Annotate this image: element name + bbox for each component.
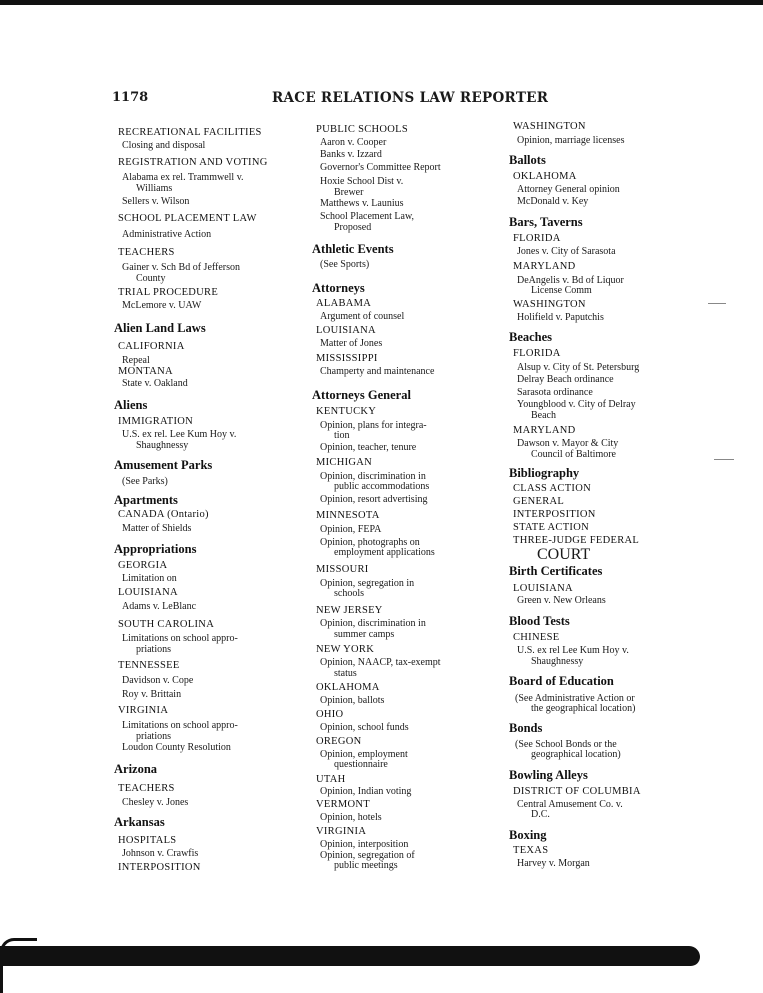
index-subheading: FLORIDA (513, 233, 561, 244)
index-subheading: CANADA (Ontario) (118, 509, 209, 520)
index-entry: Opinion, plans for integra- (320, 420, 427, 431)
index-entry: Central Amusement Co. v. (517, 799, 623, 810)
index-entry: summer camps (334, 629, 395, 640)
index-subheading: TRIAL PROCEDURE (118, 287, 219, 298)
index-subheading: THREE-JUDGE FEDERAL (513, 535, 640, 546)
index-subheading: GENERAL (513, 496, 565, 507)
index-subheading: MICHIGAN (316, 457, 373, 468)
index-entry: Opinion, photographs on (320, 537, 420, 548)
index-subheading: MONTANA (118, 366, 173, 377)
index-entry: Opinion, resort advertising (320, 494, 428, 505)
index-subheading: REGISTRATION AND VOTING (118, 157, 268, 168)
index-entry: State v. Oakland (122, 378, 188, 389)
index-heading: Arkansas (114, 815, 165, 829)
index-subheading: INTERPOSITION (118, 862, 201, 873)
index-subheading: TEACHERS (118, 247, 175, 258)
index-subheading: MINNESOTA (316, 510, 380, 521)
index-heading: Boxing (509, 828, 547, 842)
index-subheading: RECREATIONAL FACILITIES (118, 127, 262, 138)
index-entry: questionnaire (334, 759, 388, 770)
index-entry: Chesley v. Jones (122, 797, 189, 808)
index-subheading: WASHINGTON (513, 121, 586, 132)
index-heading: Aliens (114, 398, 148, 412)
index-entry: Johnson v. Crawfis (122, 848, 199, 859)
index-subheading: LOUISIANA (316, 325, 376, 336)
index-subheading: OHIO (316, 709, 344, 720)
index-subheading: IMMIGRATION (118, 416, 194, 427)
index-entry: Adams v. LeBlanc (122, 601, 197, 612)
index-subheading: OKLAHOMA (513, 171, 577, 182)
index-entry: McLemore v. UAW (122, 300, 202, 311)
index-subheading: OREGON (316, 736, 362, 747)
index-entry: Council of Baltimore (531, 449, 616, 460)
index-heading: Bibliography (509, 466, 580, 480)
index-entry: (See School Bonds or the (515, 739, 617, 750)
index-entry: priations (136, 731, 171, 742)
index-entry: schools (334, 588, 364, 599)
index-entry: Gainer v. Sch Bd of Jefferson (122, 262, 241, 273)
index-entry: Jones v. City of Sarasota (517, 246, 616, 257)
index-entry: Delray Beach ordinance (517, 374, 614, 385)
index-entry: employment applications (334, 547, 435, 558)
index-subheading: UTAH (316, 774, 346, 785)
index-entry: Williams (136, 183, 173, 194)
index-subheading: LOUISIANA (118, 587, 178, 598)
index-entry: Davidson v. Cope (122, 675, 194, 686)
index-subheading: MARYLAND (513, 261, 576, 272)
index-heading: Arizona (114, 762, 158, 776)
index-entry: Attorney General opinion (517, 184, 620, 195)
index-heading: Amusement Parks (114, 458, 213, 472)
bottom-scan-border (0, 946, 700, 966)
index-heading: Bars, Taverns (509, 215, 583, 229)
index-entry: Opinion, ballots (320, 695, 385, 706)
index-heading: Attorneys (312, 281, 365, 295)
index-subheading: CHINESE (513, 632, 560, 643)
index-entry: Opinion, FEPA (320, 524, 382, 535)
index-heading: Ballots (509, 153, 546, 167)
index-entry: Aaron v. Cooper (320, 137, 387, 148)
index-subheading: WASHINGTON (513, 299, 586, 310)
index-entry: Alsup v. City of St. Petersburg (517, 362, 640, 373)
index-heading: Blood Tests (509, 614, 570, 628)
index-entry: Banks v. Izzard (320, 149, 382, 160)
index-subheading: MISSOURI (316, 564, 369, 575)
index-entry: Champerty and maintenance (320, 366, 435, 377)
page-header (112, 90, 612, 110)
index-entry: Shaughnessy (136, 440, 189, 451)
index-entry: Opinion, employment (320, 749, 408, 760)
index-entry: Opinion, hotels (320, 812, 382, 823)
index-subheading: TEXAS (513, 845, 549, 856)
index-subheading: HOSPITALS (118, 835, 177, 846)
index-entry: Administrative Action (122, 229, 212, 240)
index-entry: Harvey v. Morgan (517, 858, 590, 869)
index-entry: tion (334, 430, 350, 441)
index-subheading: ALABAMA (316, 298, 372, 309)
index-heading: Attorneys General (312, 388, 411, 402)
index-subheading: INTERPOSITION (513, 509, 596, 520)
index-subheading: CLASS ACTION (513, 483, 591, 494)
index-entry: Holifield v. Paputchis (517, 312, 604, 323)
index-entry: Proposed (334, 222, 372, 233)
index-entry: Brewer (334, 187, 364, 198)
index-heading: Athletic Events (312, 242, 394, 256)
index-heading: Alien Land Laws (114, 321, 206, 335)
index-heading: Board of Education (509, 674, 614, 688)
index-entry: Matthews v. Launius (320, 198, 404, 209)
index-entry: public accommodations (334, 481, 430, 492)
index-entry: U.S. ex rel. Lee Kum Hoy v. (122, 429, 237, 440)
index-entry: Opinion, segregation in (320, 578, 415, 589)
index-entry: COURT (537, 546, 591, 563)
index-entry: Beach (531, 410, 556, 421)
index-subheading: NEW JERSEY (316, 605, 383, 616)
index-entry: Youngblood v. City of Delray (517, 399, 636, 410)
index-entry: Dawson v. Mayor & City (517, 438, 619, 449)
index-subheading: VIRGINIA (118, 705, 169, 716)
index-subheading: PUBLIC SCHOOLS (316, 124, 409, 135)
index-subheading: FLORIDA (513, 348, 561, 359)
page-number: 1178 (112, 90, 149, 105)
index-entry: Matter of Jones (320, 338, 383, 349)
index-subheading: DISTRICT OF COLUMBIA (513, 786, 641, 797)
index-entry: Repeal (122, 355, 150, 366)
index-entry: Opinion, interposition (320, 839, 409, 850)
index-entry: Opinion, discrimination in (320, 471, 426, 482)
index-entry: Alabama ex rel. Trammwell v. (122, 172, 244, 183)
index-subheading: MISSISSIPPI (316, 353, 378, 364)
index-entry: DeAngelis v. Bd of Liquor (517, 275, 624, 286)
index-entry: Roy v. Brittain (122, 689, 182, 700)
index-entry: Governor's Committee Report (320, 162, 441, 173)
index-heading: Birth Certificates (509, 564, 603, 578)
index-entry: McDonald v. Key (517, 196, 589, 207)
index-entry: (See Sports) (320, 259, 370, 270)
index-entry: public meetings (334, 860, 398, 871)
index-entry: Shaughnessy (531, 656, 584, 667)
index-entry: Sellers v. Wilson (122, 196, 190, 207)
index-entry: Opinion, Indian voting (320, 786, 412, 797)
index-entry: Argument of counsel (320, 311, 405, 322)
index-entry: Limitations on school appro- (122, 633, 238, 644)
index-entry: Opinion, teacher, tenure (320, 442, 417, 453)
index-entry: Opinion, NAACP, tax-exempt (320, 657, 441, 668)
index-entry: (See Administrative Action or (515, 693, 635, 704)
index-heading: Bowling Alleys (509, 768, 588, 782)
index-subheading: OKLAHOMA (316, 682, 380, 693)
index-entry: Opinion, segregation of (320, 850, 415, 861)
index-subheading: STATE ACTION (513, 522, 589, 533)
index-subheading: TENNESSEE (118, 660, 180, 671)
index-entry: status (334, 668, 357, 679)
index-entry: U.S. ex rel Lee Kum Hoy v. (517, 645, 629, 656)
index-entry: Green v. New Orleans (517, 595, 606, 606)
index-entry: Hoxie School Dist v. (320, 176, 404, 187)
index-subheading: SCHOOL PLACEMENT LAW (118, 213, 257, 224)
index-subheading: TEACHERS (118, 783, 175, 794)
index-heading: Appropriations (114, 542, 197, 556)
index-subheading: MARYLAND (513, 425, 576, 436)
index-entry: geographical location) (531, 749, 621, 760)
index-heading: Apartments (114, 493, 178, 507)
index-subheading: VERMONT (316, 799, 371, 810)
index-subheading: KENTUCKY (316, 406, 377, 417)
index-subheading: VIRGINIA (316, 826, 367, 837)
index-subheading: SOUTH CAROLINA (118, 619, 215, 630)
index-entry: priations (136, 644, 171, 655)
index-entry: School Placement Law, (320, 211, 415, 222)
index-subheading: LOUISIANA (513, 583, 573, 594)
index-entry: Limitation on (122, 573, 177, 584)
index-entry: Opinion, school funds (320, 722, 409, 733)
index-entry: License Comm (531, 285, 592, 296)
scan-speck (714, 459, 734, 460)
index-heading: Beaches (509, 330, 553, 344)
index-subheading: CALIFORNIA (118, 341, 185, 352)
index-entry: Limitations on school appro- (122, 720, 238, 731)
index-entry: the geographical location) (531, 703, 636, 714)
top-scan-border (0, 0, 763, 5)
index-entry: (See Parks) (122, 476, 168, 487)
index-entry: Closing and disposal (122, 140, 206, 151)
index-subheading: GEORGIA (118, 560, 168, 571)
index-entry: County (136, 273, 166, 284)
index-entry: D.C. (531, 809, 550, 820)
running-title: RACE RELATIONS LAW REPORTER (272, 90, 549, 106)
index-entry: Matter of Shields (122, 523, 192, 534)
index-entry: Opinion, discrimination in (320, 618, 426, 629)
scan-speck (708, 303, 726, 304)
index-entry: Sarasota ordinance (517, 387, 593, 398)
index-subheading: NEW YORK (316, 644, 375, 655)
index-entry: Opinion, marriage licenses (517, 135, 625, 146)
index-heading: Bonds (509, 721, 543, 735)
index-entry: Loudon County Resolution (122, 742, 231, 753)
